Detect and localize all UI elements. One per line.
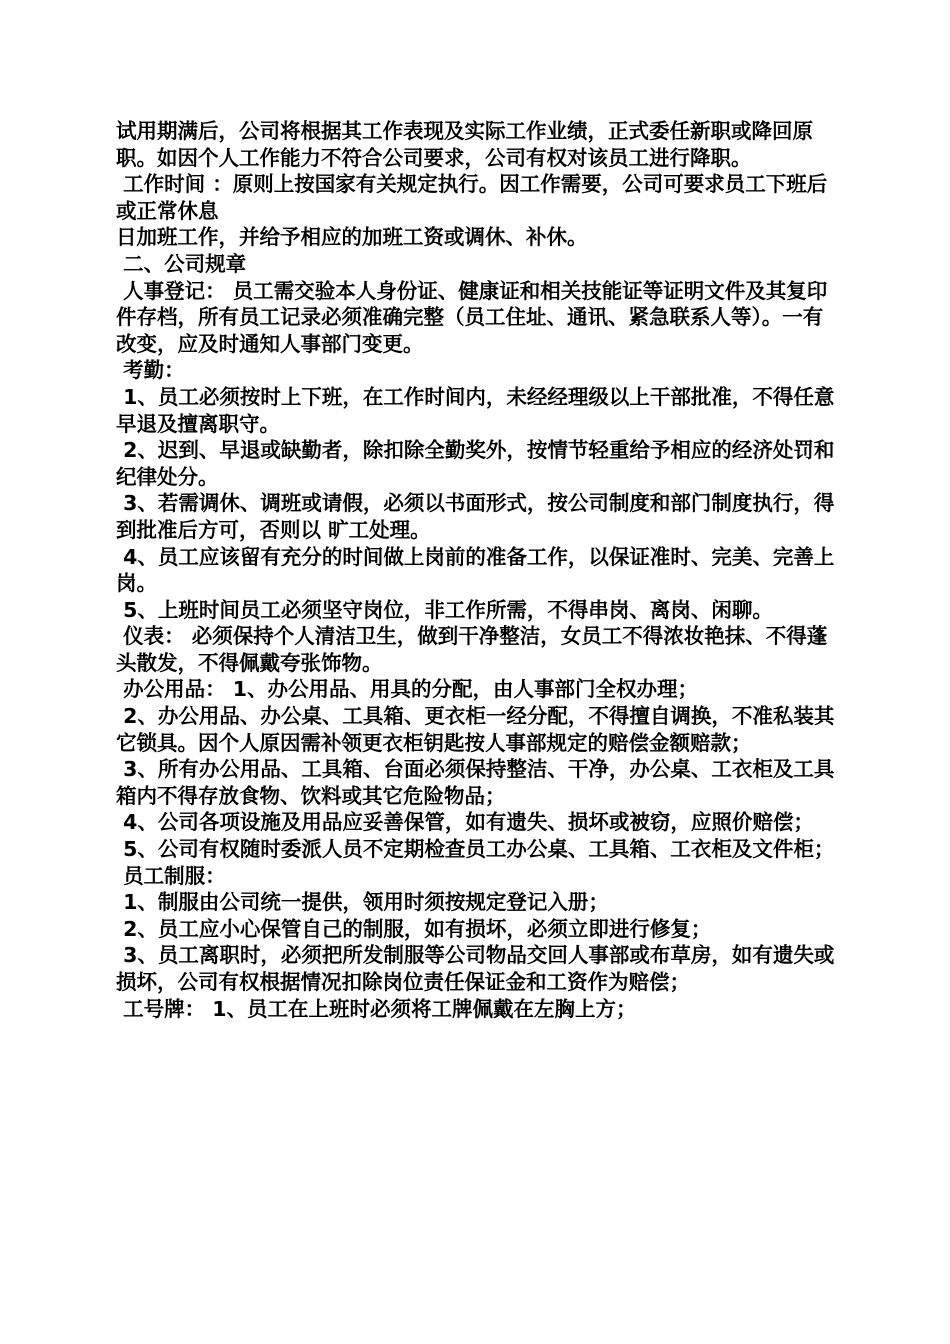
document-body bbox=[116, 118, 842, 1022]
uniform-item-2: 2、员工应小心保管自己的制服，如有损坏，必须立即进行修复； bbox=[116, 916, 712, 941]
subheading-uniform: 员工制服： bbox=[116, 863, 226, 888]
paragraph-probation: 试用期满后，公司将根据其工作表现及实际工作业绩，正式委任新职或降回原职。如因个人工作能力不符合公司要求，公司有权对该员工进行降职。 bbox=[116, 119, 813, 170]
subheading-attendance: 考勤： bbox=[116, 358, 185, 383]
uniform-item-3: 3、员工离职时，必须把所发制服等公司物品交回人事部或布草房，如有遗失或损坏，公司有权根据情况扣除岗位责任保证金和工资作为赔偿； bbox=[116, 943, 835, 994]
office-supplies-item-2: 2、办公用品、办公桌、工具箱、更衣柜一经分配，不得擅自调换，不准私装其它锁具。因个人原因需补领更衣柜钥匙按人事部规定的赔偿金额赔款； bbox=[116, 704, 835, 755]
office-supplies-item-4: 4、公司各项设施及用品应妥善保管，如有遗失、损坏或被窃，应照价赔偿； bbox=[116, 810, 814, 835]
paragraph-working-hours: 工作时间 ：原则上按国家有关规定执行。因工作需要，公司可要求员工下班后或正常休息 bbox=[116, 172, 828, 223]
badge-item-1: 工号牌： 1、员工在上班时必须将工牌佩戴在左胸上方； bbox=[116, 996, 637, 1021]
attendance-item-1: 1、员工必须按时上下班，在工作时间内，未经经理级以上干部批准，不得任意早退及擅离职守。 bbox=[116, 384, 835, 436]
attendance-item-5: 5、上班时间员工必须坚守岗位，非工作所需，不得串岗、离岗、闲聊。 bbox=[116, 597, 773, 622]
office-supplies-item-5: 5、公司有权随时委派人员不定期检查员工办公桌、工具箱、工衣柜及文件柜； bbox=[116, 837, 835, 862]
attendance-item-4: 4、员工应该留有充分的时间做上岗前的准备工作，以保证准时、完美、完善上岗。 bbox=[116, 544, 835, 596]
attendance-item-2: 2、迟到、早退或缺勤者，除扣除全勤奖外，按情节轻重给予相应的经济处罚和纪律处分。 bbox=[116, 438, 835, 489]
uniform-item-1: 1、制服由公司统一提供，领用时须按规定登记入册； bbox=[116, 890, 609, 915]
paragraph-overtime: 日加班工作，并给予相应的加班工资或调休、补休。 bbox=[116, 225, 588, 250]
section-heading-company-rules: 二、公司规章 bbox=[116, 251, 247, 276]
paragraph-personnel-registration: 人事登记： 员工需交验本人身份证、健康证和相关技能证等证明文件及其复印件存档，所有员工记录必须准确完整（员工住址、通讯、紧急联系人等）。一有改变，应及时通知人事部门变更。 bbox=[116, 278, 828, 356]
office-supplies-item-1: 办公用品： 1、办公用品、用具的分配，由人事部门全权办理； bbox=[116, 677, 699, 702]
attendance-item-3: 3、若需调休、调班或请假，必须以书面形式，按公司制度和部门制度执行，得到批准后方可，否则以 旷工处理。 bbox=[116, 491, 835, 542]
office-supplies-item-3: 3、所有办公用品、工具箱、台面必须保持整洁、干净，办公桌、工衣柜及工具箱内不得存放食物、饮料或其它危险物品； bbox=[116, 757, 835, 808]
paragraph-appearance: 仪表： 必须保持个人清洁卫生，做到干净整洁，女员工不得浓妆艳抹、不得蓬头散发，不得佩戴夸张饰物。 bbox=[116, 624, 828, 675]
